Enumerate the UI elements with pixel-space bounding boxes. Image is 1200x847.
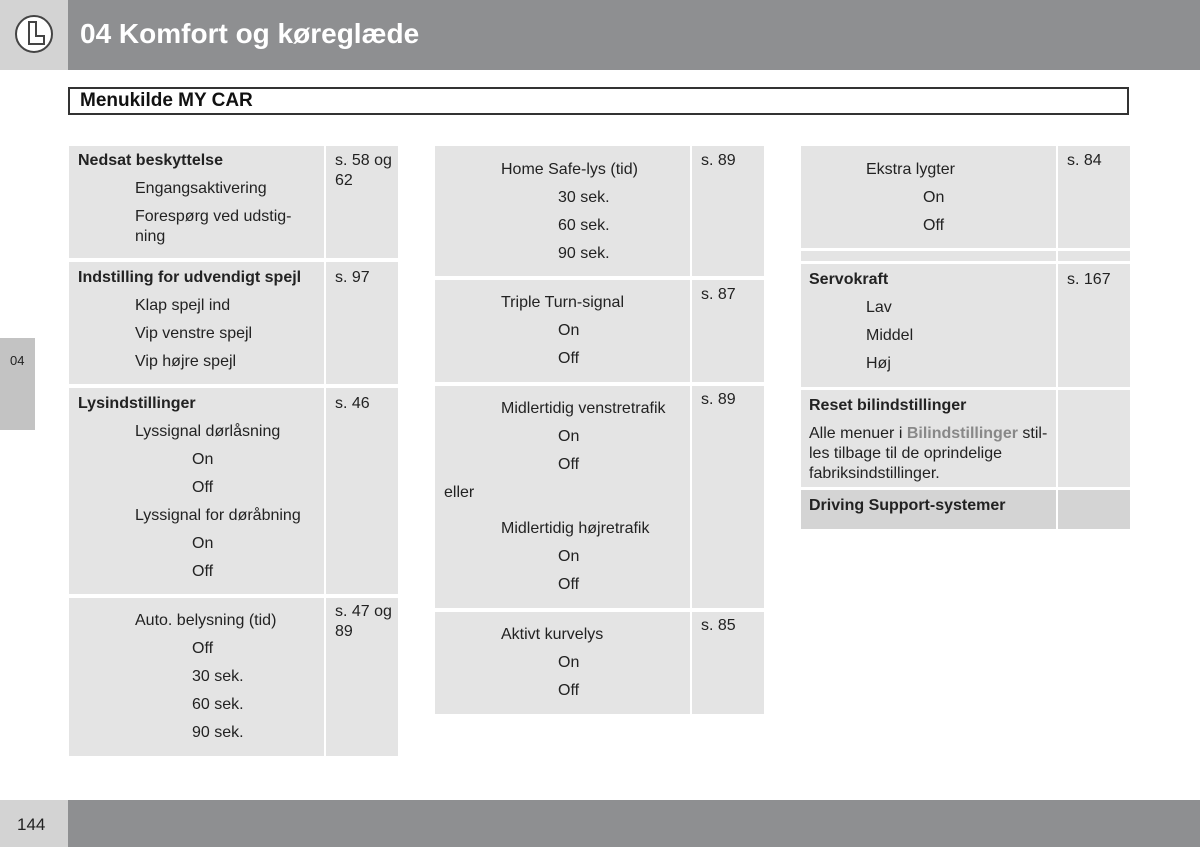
- menu-group-title: Driving Support-systemer: [809, 497, 1006, 514]
- page-reference: s. 58 og 62: [335, 152, 392, 189]
- menu-option: On: [558, 654, 580, 671]
- page-ref-cell: [326, 388, 398, 594]
- chapter-side-tab: [0, 338, 35, 430]
- menu-option: On: [558, 322, 580, 339]
- menu-option: Off: [923, 217, 945, 234]
- page-ref-cell: [1058, 490, 1130, 529]
- menu-item: Vip venstre spejl: [135, 325, 253, 342]
- page-reference: s. 167: [1067, 271, 1111, 288]
- page-number: 144: [17, 815, 46, 834]
- footer-bar: [68, 800, 1200, 847]
- chapter-title: 04 Komfort og køreglæde: [80, 18, 420, 49]
- menu-group-title: Servokraft: [809, 271, 889, 288]
- spacer-cell: [801, 251, 1056, 261]
- menu-option: 60 sek.: [192, 696, 244, 713]
- menu-item: Ekstra lygter: [866, 161, 955, 178]
- menu-option: 90 sek.: [558, 245, 610, 262]
- menu-option: On: [558, 428, 580, 445]
- menu-item: Midlertidig venstretrafik: [501, 400, 666, 417]
- page-reference: s. 89: [701, 391, 736, 408]
- menu-item: Klap spejl ind: [135, 297, 231, 314]
- menu-description: [809, 424, 1049, 484]
- seat-icon: [14, 14, 54, 54]
- menu-item: Lav: [866, 299, 892, 316]
- spacer-cell: [1058, 251, 1130, 261]
- menu-item: Midlertidig højretrafik: [501, 520, 650, 537]
- menu-option: 30 sek.: [192, 668, 244, 685]
- menu-option: On: [558, 548, 580, 565]
- menu-item: Aktivt kurvelys: [501, 626, 604, 643]
- page-ref-cell: [1058, 390, 1130, 487]
- menu-option: 60 sek.: [558, 217, 610, 234]
- page-ref-cell: [692, 386, 764, 608]
- menu-item: Home Safe-lys (tid): [501, 161, 638, 178]
- menu-group-title: Nedsat beskyttelse: [78, 152, 223, 169]
- menu-item: Engangsaktivering: [135, 180, 267, 197]
- menu-option: On: [192, 451, 214, 468]
- page-reference: s. 89: [701, 152, 736, 169]
- page-reference: s. 85: [701, 617, 736, 634]
- menu-option: 90 sek.: [192, 724, 244, 741]
- menu-item: Vip højre spejl: [135, 353, 237, 370]
- page-reference: s. 84: [1067, 152, 1102, 169]
- menu-option: Off: [192, 563, 214, 580]
- menu-item: Forespørg ved udstig-ning: [135, 208, 292, 245]
- description-text: stil-les tilbage til de oprindelige fabriksindstillinger.: [809, 425, 1048, 482]
- page-reference: s. 87: [701, 286, 736, 303]
- menu-option: Off: [192, 640, 214, 657]
- section-title: Menukilde MY CAR: [80, 90, 253, 111]
- chapter-side-tab-label: 04: [10, 353, 25, 368]
- menu-option: 30 sek.: [558, 189, 610, 206]
- page-reference: s. 47 og 89: [335, 603, 392, 640]
- menu-item: Middel: [866, 327, 914, 344]
- menu-group-title: Lysindstillinger: [78, 395, 196, 412]
- menu-option: Off: [558, 576, 580, 593]
- menu-group-title: Indstilling for udvendigt spejl: [78, 269, 302, 286]
- page-reference: s. 97: [335, 269, 370, 286]
- menu-group-title: Reset bilindstillinger: [809, 397, 967, 414]
- page-reference: s. 46: [335, 395, 370, 412]
- menu-option: On: [192, 535, 214, 552]
- menu-option: On: [923, 189, 945, 206]
- menu-option: Off: [558, 350, 580, 367]
- highlighted-menu-name: Bilindstillinger: [906, 425, 1018, 442]
- alternative-connector: eller: [444, 484, 475, 501]
- menu-option: Off: [558, 682, 580, 699]
- menu-option: Off: [192, 479, 214, 496]
- menu-item: Auto. belysning (tid): [135, 612, 277, 629]
- menu-item: Triple Turn-signal: [501, 294, 625, 311]
- menu-item: Lyssignal for døråbning: [135, 507, 301, 524]
- menu-item: Lyssignal dørlåsning: [135, 423, 281, 440]
- menu-option: Off: [558, 456, 580, 473]
- menu-item: Høj: [866, 355, 891, 372]
- description-text: Alle menuer i: [809, 425, 907, 442]
